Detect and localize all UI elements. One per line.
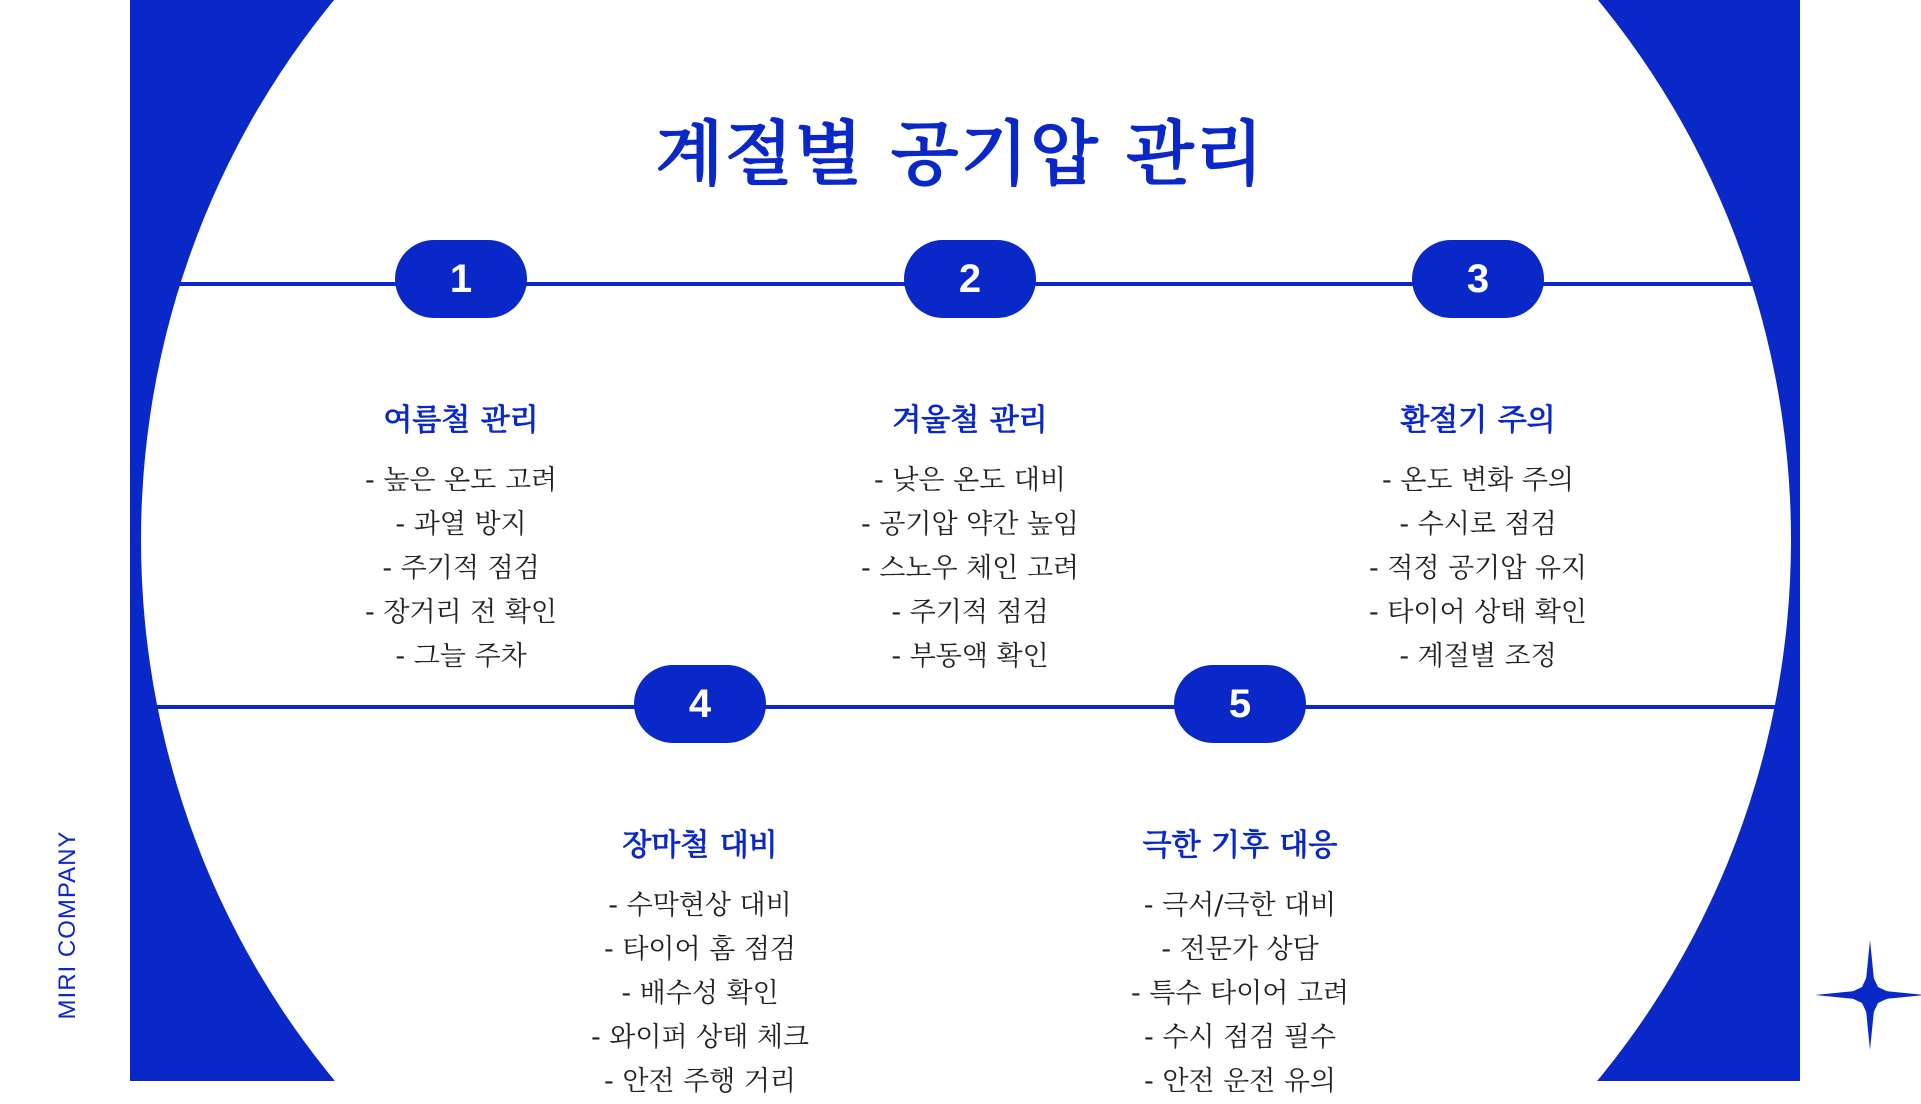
page-title: 계절별 공기압 관리 <box>655 113 1266 195</box>
step-badge-4: 4 <box>634 665 766 743</box>
step-item: - 와이퍼 상태 체크 <box>590 1022 810 1053</box>
step-item: - 장거리 전 확인 <box>365 597 557 628</box>
step-item: - 주기적 점검 <box>382 553 540 584</box>
step-title: 장마철 대비 <box>622 828 778 863</box>
step-item: - 전문가 상담 <box>1161 934 1319 965</box>
step-title: 겨울철 관리 <box>892 403 1048 438</box>
step-item: - 배수성 확인 <box>621 978 779 1009</box>
step-badge-2: 2 <box>904 240 1036 318</box>
step-item: - 안전 운전 유의 <box>1144 1066 1336 1097</box>
step-item: - 스노우 체인 고려 <box>860 553 1080 584</box>
step-item: - 낮은 온도 대비 <box>874 465 1066 496</box>
step-item: - 수시로 점검 <box>1399 509 1557 540</box>
step-item: - 공기압 약간 높임 <box>860 509 1080 540</box>
step-card-1 <box>251 395 671 679</box>
step-badge-3: 3 <box>1412 240 1544 318</box>
step-item: - 수막현상 대비 <box>608 890 792 921</box>
step-item: - 적정 공기압 유지 <box>1368 553 1588 584</box>
step-card-2 <box>760 395 1180 679</box>
step-title: 여름철 관리 <box>383 403 539 438</box>
step-item: - 과열 방지 <box>395 509 527 540</box>
step-item: - 타이어 홈 점검 <box>604 934 796 965</box>
step-item: - 온도 변화 주의 <box>1382 465 1574 496</box>
step-item: - 타이어 상태 확인 <box>1368 597 1588 628</box>
sparkle-star-icon <box>1815 940 1921 1050</box>
step-item: - 수시 점검 필수 <box>1144 1022 1336 1053</box>
step-card-4 <box>490 820 910 1104</box>
brand-label: MIRI COMPANY <box>54 830 81 1020</box>
step-badge-5: 5 <box>1174 665 1306 743</box>
step-item: - 부동액 확인 <box>891 641 1049 672</box>
step-item: - 안전 주행 거리 <box>604 1066 796 1097</box>
step-badge-1: 1 <box>395 240 527 318</box>
step-card-3 <box>1268 395 1688 679</box>
step-card-5 <box>1030 820 1450 1104</box>
step-item: - 높은 온도 고려 <box>365 465 557 496</box>
step-title: 극한 기후 대응 <box>1142 828 1338 863</box>
step-item: - 계절별 조정 <box>1399 641 1557 672</box>
step-item: - 극서/극한 대비 <box>1143 890 1337 921</box>
step-title: 환절기 주의 <box>1400 403 1556 438</box>
step-item: - 특수 타이어 고려 <box>1130 978 1350 1009</box>
timeline-line-bottom <box>130 705 1800 709</box>
step-item: - 주기적 점검 <box>891 597 1049 628</box>
step-item: - 그늘 주차 <box>395 641 527 672</box>
